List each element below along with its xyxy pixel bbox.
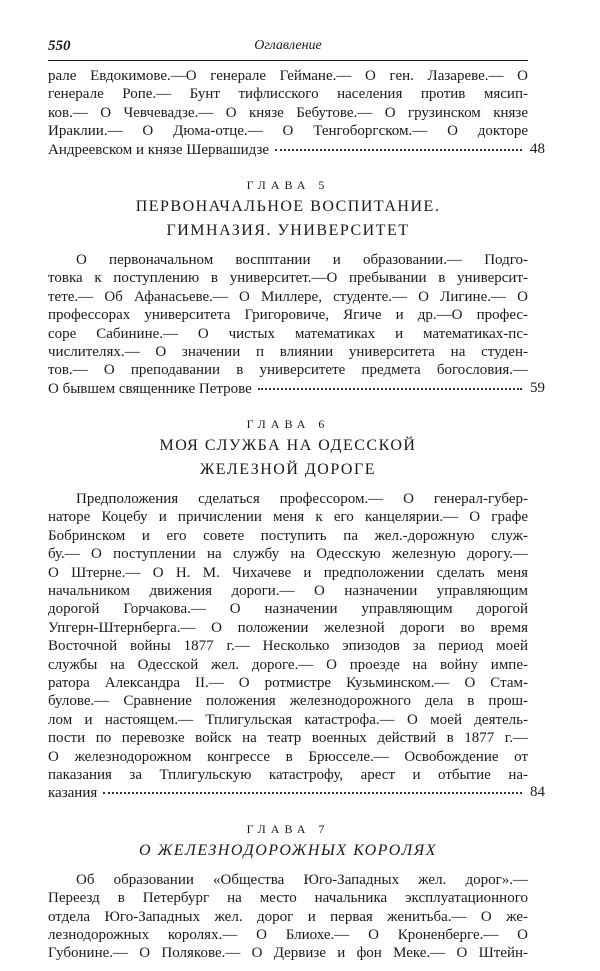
summary-line: Губонине.— О Полякове.— О Дервизе и фон Меке.— О Штейн- xyxy=(48,945,528,962)
page-number: 550 xyxy=(48,38,71,54)
chapter-summary xyxy=(48,67,545,159)
summary-line: товка к поступлению в университет.—О пребывании в университ- xyxy=(48,270,528,287)
chapter-label: ГЛАВА 5 xyxy=(246,177,330,192)
page-reference: 84 xyxy=(530,784,545,801)
summary-line-text: казания xyxy=(48,785,98,802)
chapter-label: ГЛАВА 7 xyxy=(246,821,330,836)
summary-line: Бобринском и его совете поступить па жел.-дорожную служ- xyxy=(48,527,528,544)
page xyxy=(48,38,545,963)
summary-line: Предположения сделаться профессором.— О генерал-губер- xyxy=(76,491,528,508)
summary-line: Ираклии.— О Дюма-отце.— О Тенгоборгском.— О докторе xyxy=(48,123,528,140)
summary-line: бу.— О поступлении на службу на Одесскую железную дорогу.— xyxy=(48,546,528,563)
summary-line: рале Евдокимове.—О генерале Геймане.— О ген. Лазареве.— О xyxy=(48,68,528,84)
dot-leader xyxy=(258,378,522,390)
page-header xyxy=(48,38,528,61)
summary-line: О Штерне.— О Н. М. Чихачеве и предположении сделать меня xyxy=(48,564,528,581)
summary-line: Переезд в Петербург на место начальника эксплуатационного xyxy=(48,890,528,907)
chapter-summary xyxy=(48,251,545,398)
summary-line: ратора Александра II.— О ротмистре Кузьминском.— О Стам- xyxy=(48,674,528,691)
summary-line xyxy=(48,380,528,398)
summary-line xyxy=(48,784,528,802)
summary-line: начальником движения дороги.— О назначении управляющим xyxy=(48,583,528,600)
summary-line: Об образовании «Общества Юго-Западных жел. дорог».— xyxy=(76,871,528,888)
summary-line: дорогой Горчакова.— О назначении управляющим дорогой xyxy=(48,601,528,618)
summary-line: О железнодорожном конгрессе в Брюсселе.— Освобождение от xyxy=(48,748,528,765)
summary-line: генерале Ропе.— Бунт тифлисского населения против мясип- xyxy=(48,86,528,103)
summary-line: соре Сабинине.— О чистых математиках и математиках-пс- xyxy=(48,325,528,342)
summary-line: отдела Юго-Западных жел. дорог и первая женитьба.— О же- xyxy=(48,908,528,925)
chapter-title: МОЯ СЛУЖБА НА ОДЕССКОЙ xyxy=(159,437,417,455)
summary-line: ков.— О Чевчевадзе.— О князе Бебутове.— О грузинском князе xyxy=(48,104,528,121)
summary-line: тов.— О преподавании в университете предмета богословия.— xyxy=(48,362,528,379)
summary-line: пости по перевозке войск на театр военных действий в 1877 г.— xyxy=(48,730,528,747)
chapter-label: ГЛАВА 6 xyxy=(246,417,330,432)
running-title: Оглавление xyxy=(254,38,322,53)
summary-line: булове.— Сравнение положения железнодорожного дела в прош- xyxy=(48,693,528,710)
summary-line: числителях.— О значении п влиянии университета на студен- xyxy=(48,343,528,360)
summary-line: лом и настоящем.— Тплигульская катастрофа.— О моей деятель- xyxy=(48,711,528,728)
summary-line: О первоначальном воспптании и образовании.— Подго- xyxy=(76,251,528,268)
dot-leader xyxy=(103,782,522,794)
chapter-title: ЖЕЛЕЗНОЙ ДОРОГЕ xyxy=(199,461,377,479)
summary-line: паказания за Тплигульскую катастрофу, арест и отбытие на- xyxy=(48,766,528,783)
summary-line-text: Андреевском и князе Шервашидзе xyxy=(48,141,270,158)
chapter-title: ПЕРВОНАЧАЛЬНОЕ ВОСПИТАНИЕ. xyxy=(135,197,441,215)
chapter-summary xyxy=(48,490,545,803)
summary-line xyxy=(48,141,528,159)
chapter-title: О ЖЕЛЕЗНОДОРОЖНЫХ КОРОЛЯХ xyxy=(139,841,437,859)
table-of-contents xyxy=(48,67,545,963)
summary-line-text: О бывшем священнике Петрове xyxy=(48,380,252,397)
summary-line: профессорах университета Григоровиче, Ягиче и др.—О профес- xyxy=(48,307,528,324)
summary-line: Восточной войны 1877 г.— Несколько эпизодов за период моей xyxy=(48,638,528,655)
chapter-title: ГИМНАЗИЯ. УНИВЕРСИТЕТ xyxy=(166,221,410,239)
summary-line: наторе Коцебу и причислении меня к его канцелярии.— О графе xyxy=(48,509,528,526)
summary-line: Упгерн-Штернберга.— О положении железной дороги во время xyxy=(48,619,528,636)
dot-leader xyxy=(275,139,522,151)
summary-line: тете.— Об Афанасьеве.— О Миллере, студенте.— О Лигине.— О xyxy=(48,288,528,305)
summary-line: службы на Одесской жел. дороге.— О проезде на войну импе- xyxy=(48,656,528,673)
page-reference: 59 xyxy=(530,379,545,396)
page-reference: 48 xyxy=(530,140,545,157)
chapter-summary xyxy=(48,871,528,963)
summary-line: лезнодорожных королях.— О Блиохе.— О Кроненберге.— О xyxy=(48,926,528,943)
